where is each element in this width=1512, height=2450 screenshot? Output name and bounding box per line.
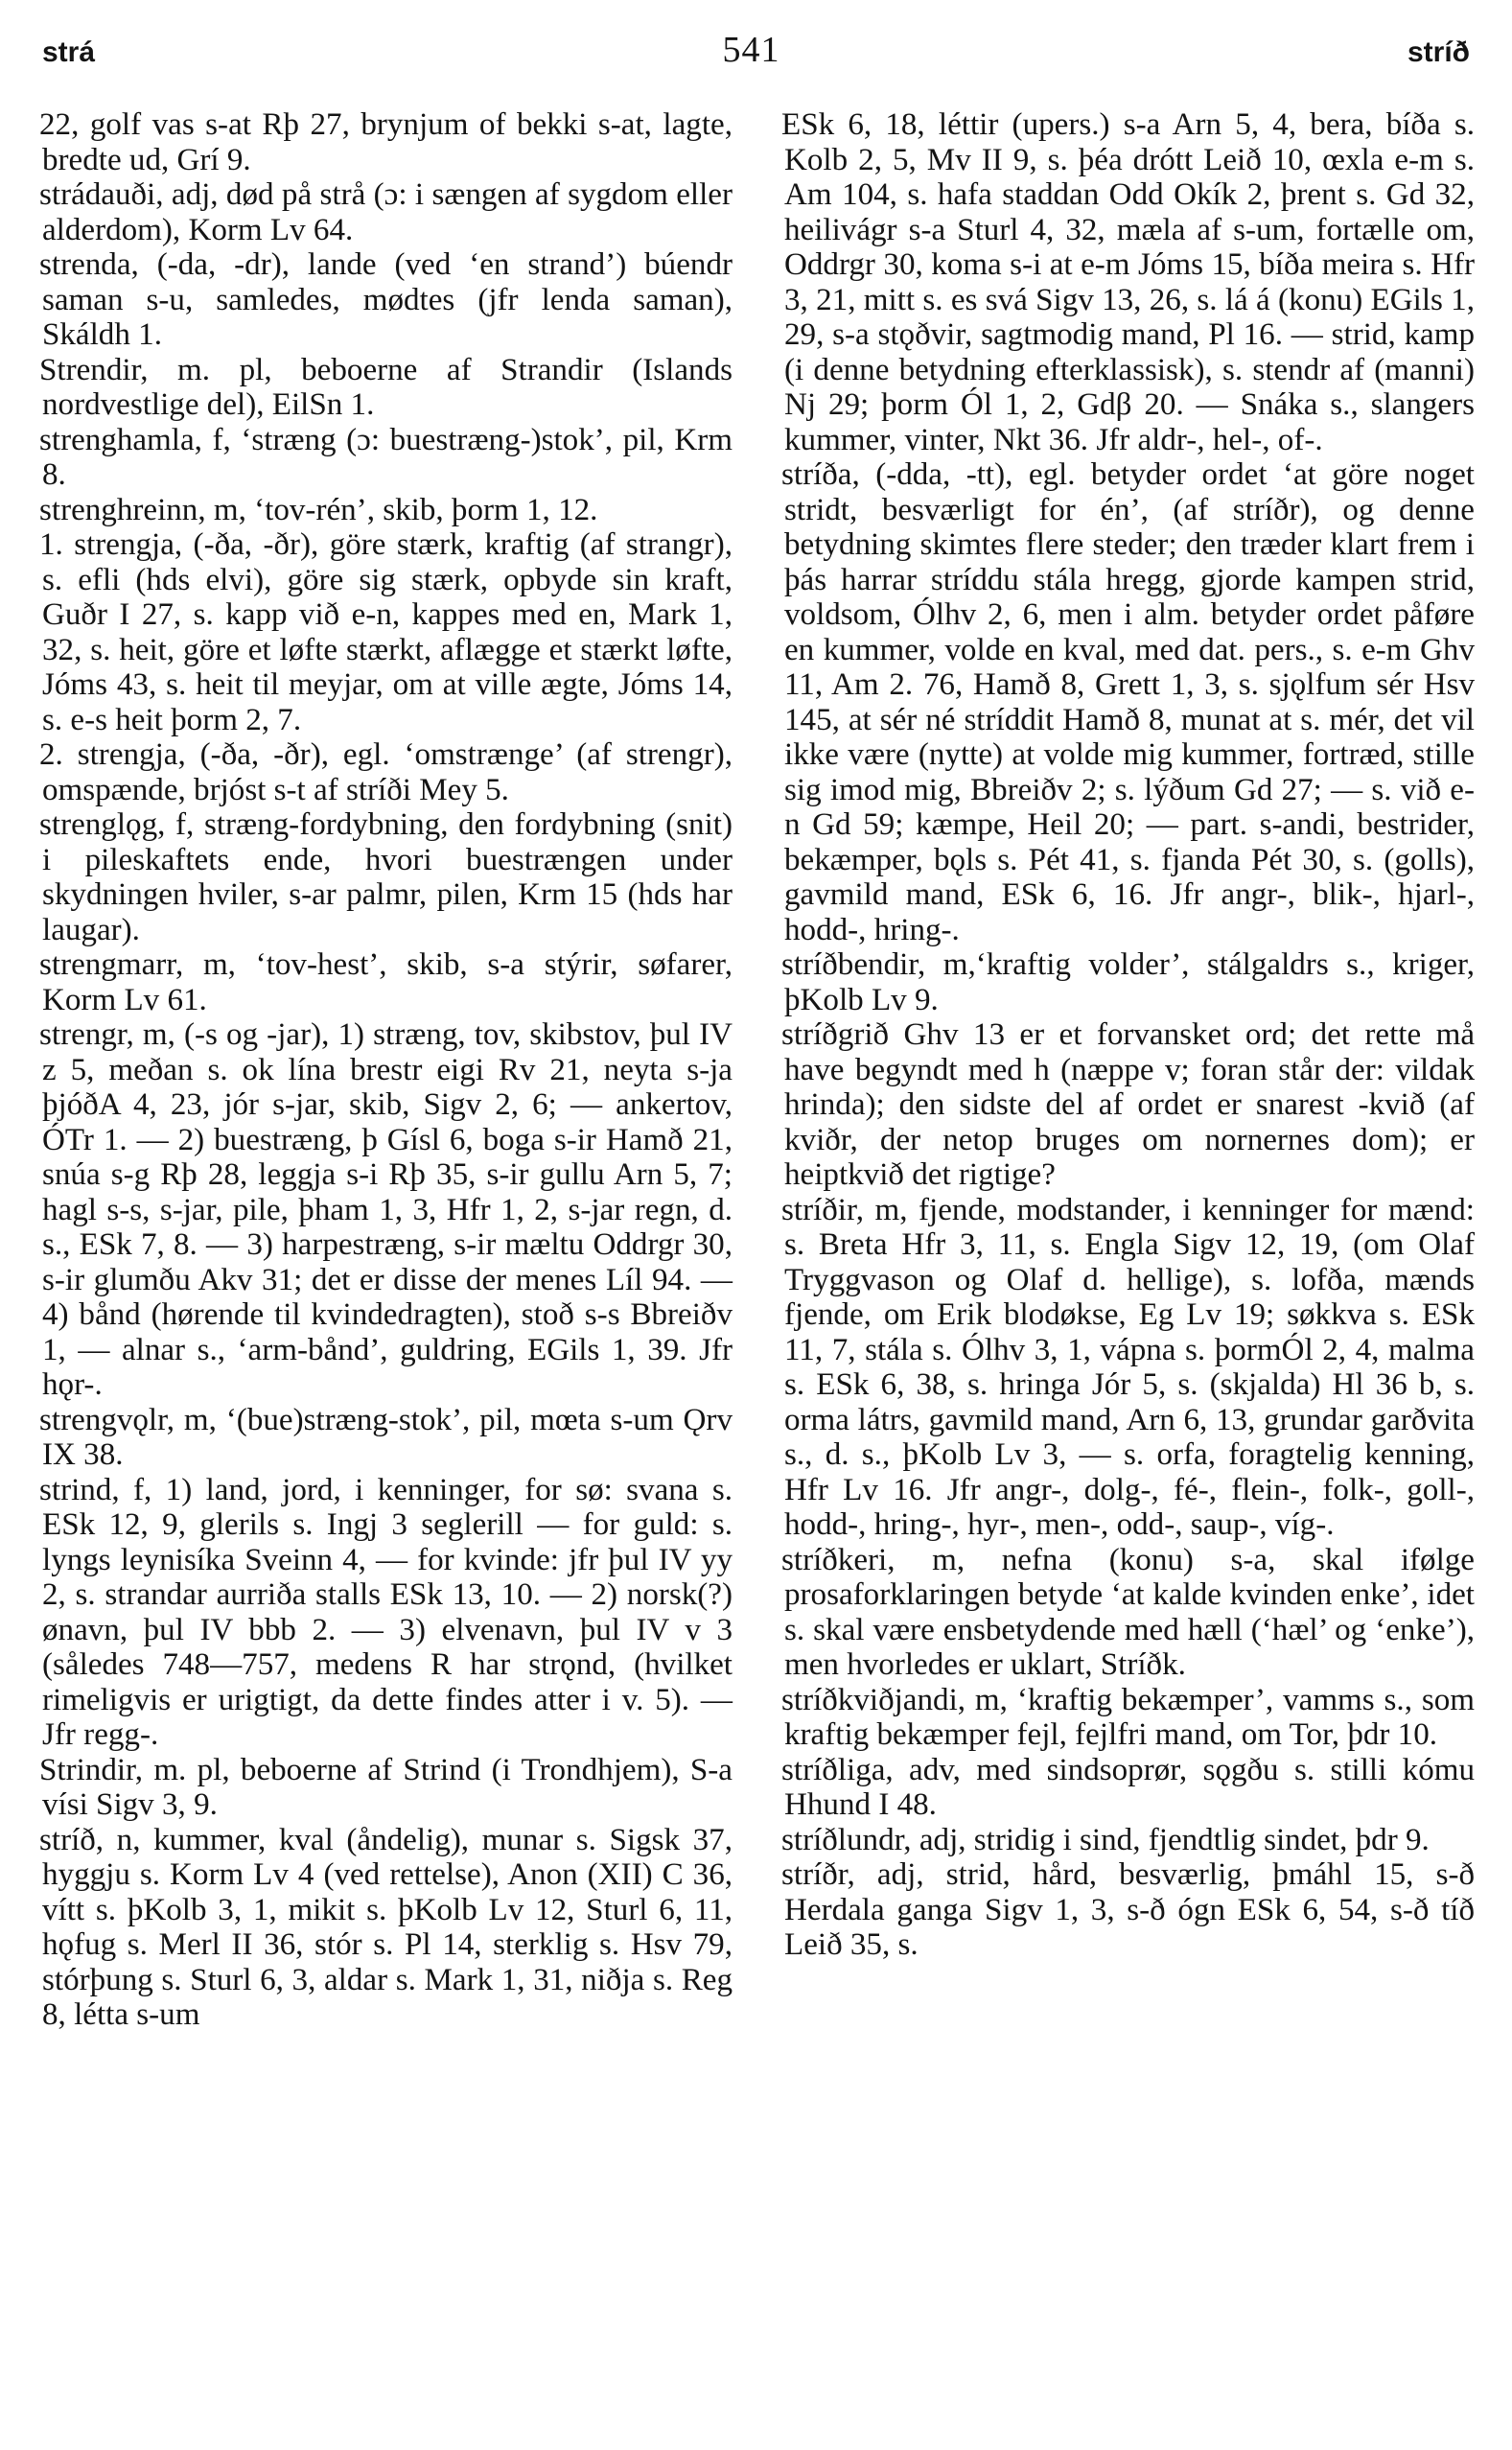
dictionary-entry: Strindir, m. pl, beboerne af Strind (i Trondhjem), S-a vísi Sigv 3, 9. (39, 1752, 733, 1822)
right-column (781, 107, 1475, 1963)
dictionary-entry: stríðbendir, m,‘kraftig volder’, stálgaldrs s., kriger, þKolb Lv 9. (781, 947, 1475, 1017)
left-running-headword: strá (42, 36, 96, 68)
dictionary-entry: strind, f, 1) land, jord, i kenninger, for sø: svana s. ESk 12, 9, glerils s. Ingj 3 seglerill — for guld: s. lyngs leynisíka Sveinn 4, — for kvinde: jfr þul IV yy 2, s. strandar aurriða stalls ESk 13, 10. — 2) norsk(?) ønavn, þul IV bbb 2. — 3) elvenavn, þul IV v 3 (således 748—757, medens R har strǫnd, (hvilket rimeligvis er urigtigt, da dette findes atter i v. 5). — Jfr regg-. (39, 1472, 733, 1752)
dictionary-entry: strengr, m, (-s og -jar), 1) stræng, tov, skibstov, þul IV z 5, meðan s. ok lína brestr eigi Rv 21, neyta s-ja þjóðA 4, 23, jór s-jar, skib, Sigv 2, 6; — ankertov, ÓTr 1. — 2) buestræng, þ Gísl 6, boga s-ir Hamð 21, snúa s-g Rþ 28, leggja s-i Rþ 35, s-ir gullu Arn 5, 7; hagl s-s, s-jar, pile, þham 1, 3, Hfr 1, 2, s-jar regn, d. s., ESk 7, 8. — 3) harpestræng, s-ir mæltu Oddrgr 30, s-ir glumðu Akv 31; det er disse der menes Líl 94. — 4) bånd (hørende til kvindedragten), stoð s-s Bbreiðv 1, — alnar s., ‘arm-bånd’, guldring, EGils 1, 39. Jfr hǫr-. (39, 1017, 733, 1402)
dictionary-entry: strenglǫg, f, stræng-fordybning, den fordybning (snit) i pileskaftets ende, hvori buestrængen under skydningen hviler, s-ar palmr, pilen, Krm 15 (hds har laugar). (39, 807, 733, 947)
dictionary-entry: stríðliga, adv, med sindsoprør, sǫgðu s. stilli kómu Hhund I 48. (781, 1752, 1475, 1822)
dictionary-entry: strengmarr, m, ‘tov-hest’, skib, s-a stýrir, søfarer, Korm Lv 61. (39, 947, 733, 1017)
dictionary-entry: stríðir, m, fjende, modstander, i kenninger for mænd: s. Breta Hfr 3, 11, s. Engla Sigv 12, 19, (om Olaf Tryggvason og Olaf d. hellige), s. lofða, mænds fjende, om Erik blodøkse, Eg Lv 19; søkkva s. ESk 11, 7, stála s. Ólhv 3, 1, vápna s. þormÓl 2, 4, malma s. ESk 6, 38, s. hringa Jór 5, s. (skjalda) Hl 36 b, s. orma látrs, gavmild mand, Arn 6, 13, grundar garðvita s., d. s., þKolb Lv 3, — s. orfa, foragtelig kenning, Hfr Lv 16. Jfr angr-, dolg-, fé-, flein-, folk-, goll-, hodd-, hring-, hyr-, men-, odd-, saup-, víg-. (781, 1192, 1475, 1542)
dictionary-entry: ESk 6, 18, léttir (upers.) s-a Arn 5, 4, bera, bíða s. Kolb 2, 5, Mv II 9, s. þéa drótt Leið 10, œxla e-m s. Am 104, s. hafa staddan Odd Okík 2, þrent s. Gd 32, heilivágr s-a Sturl 4, 32, mæla af s-um, fortælle om, Oddrgr 30, koma s-i at e-m Jóms 15, bíða meira s. Hfr 3, 21, mitt s. es svá Sigv 13, 26, s. lá á (konu) EGils 1, 29, s-a stǫðvir, sagtmodig mand, Pl 16. — strid, kamp (i denne betydning efterklassisk), s. stendr af (manni) Nj 29; þorm Ól 1, 2, Gdβ 20. — Snáka s., slangers kummer, vinter, Nkt 36. Jfr aldr-, hel-, of-. (781, 107, 1475, 457)
right-running-headword: stríð (1407, 36, 1470, 68)
left-column (39, 107, 733, 2033)
dictionary-entry: strenghreinn, m, ‘tov-rén’, skib, þorm 1, 12. (39, 492, 598, 527)
dictionary-entry: stríðr, adj, strid, hård, besværlig, þmáhl 15, s-ð Herdala ganga Sigv 1, 3, s-ð ógn ESk 6, 54, s-ð tíð Leið 35, s. (781, 1857, 1475, 1962)
dictionary-entry: stríðkviðjandi, m, ‘kraftig bekæmper’, vamms s., som kraftig bekæmper fejl, fejlfri mand, om Tor, þdr 10. (781, 1682, 1475, 1752)
dictionary-entry: strengvǫlr, m, ‘(bue)stræng-stok’, pil, mœta s-um Ǫrv IX 38. (39, 1402, 733, 1472)
dictionary-entry: stríð, n, kummer, kval (åndelig), munar s. Sigsk 37, hyggju s. Korm Lv 4 (ved rettelse), Anon (XII) C 36, vítt s. þKolb 3, 1, mikit s. þKolb Lv 12, Sturl 6, 11, hǫfug s. Merl II 36, stór s. Pl 14, sterklig s. Hsv 79, stórþung s. Sturl 6, 3, aldar s. Mark 1, 31, niðja s. Reg 8, létta s-um (39, 1822, 733, 2032)
dictionary-entry: 22, golf vas s-at Rþ 27, brynjum of bekki s-at, lagte, bredte ud, Grí 9. (39, 107, 733, 177)
dictionary-entry: strádauði, adj, død på strå (ɔ: i sængen af sygdom eller alderdom), Korm Lv 64. (39, 177, 733, 247)
page-number: 541 (722, 30, 780, 70)
dictionary-entry: stríðgrið Ghv 13 er et forvansket ord; det rette må have begyndt med h (næppe v; foran står der: vildak hrinda); den sidste del af ordet er snarest -kvið (af kviðr, der netop bruges om nornernes dom); er heiptkvið det rigtige? (781, 1017, 1475, 1192)
dictionary-entry: stríðlundr, adj, stridig i sind, fjendtlig sindet, þdr 9. (781, 1822, 1430, 1857)
dictionary-entry: strenghamla, f, ‘stræng (ɔ: buestræng-)stok’, pil, Krm 8. (39, 422, 733, 492)
dictionary-entry: Strendir, m. pl, beboerne af Strandir (Islands nordvestlige del), EilSn 1. (39, 352, 733, 422)
dictionary-entry: stríðkeri, m, nefna (konu) s-a, skal ifølge prosaforklaringen betyde ‘at kalde kvinden enke’, idet s. skal være ensbetydende med hæll (‘hæl’ og ‘enke’), men hvorledes er uklart, Stríðk. (781, 1542, 1475, 1682)
dictionary-entry: strenda, (-da, -dr), lande (ved ‘en strand’) búendr saman s-u, samledes, mødtes (jfr lenda saman), Skáldh 1. (39, 247, 733, 352)
dictionary-entry: 2. strengja, (-ða, -ðr), egl. ‘omstrænge’ (af strengr), omspænde, brjóst s-t af stríði Mey 5. (39, 737, 733, 807)
dictionary-entry: 1. strengja, (-ða, -ðr), göre stærk, kraftig (af strangr), s. efli (hds elvi), göre sig stærk, opbyde sin kraft, Guðr I 27, s. kapp við e-n, kappes med en, Mark 1, 32, s. heit, göre et løfte stærkt, aflægge et stærkt løfte, Jóms 43, s. heit til meyjar, om at ville ægte, Jóms 14, s. e-s heit þorm 2, 7. (39, 527, 733, 737)
dictionary-entry: stríða, (-dda, -tt), egl. betyder ordet ‘at göre noget stridt, besværligt for én’, (af stríðr), og denne betydning skimtes flere steder; den træder klart frem i þás harrar stríddu stála hregg, gjorde kampen strid, voldsom, Ólhv 2, 6, men i alm. betyder ordet påføre en kummer, volde en kval, med dat. pers., s. e-m Ghv 11, Am 2. 76, Hamð 8, Grett 1, 3, s. sjǫlfum sér Hsv 145, at sér né stríddit Hamð 8, munat at s. mér, det vil ikke være (nytte) at volde mig kummer, fortræd, stille sig imod mig, Bbreiðv 2; s. lýðum Gd 27; — s. við e-n Gd 59; kæmpe, Heil 20; — part. s-andi, bestrider, bekæmper, bǫls s. Pét 41, s. fjanda Pét 30, s. (golls), gavmild mand, ESk 6, 16. Jfr angr-, blik-, hjarl-, hodd-, hring-. (781, 457, 1475, 947)
page-header (42, 29, 1470, 71)
